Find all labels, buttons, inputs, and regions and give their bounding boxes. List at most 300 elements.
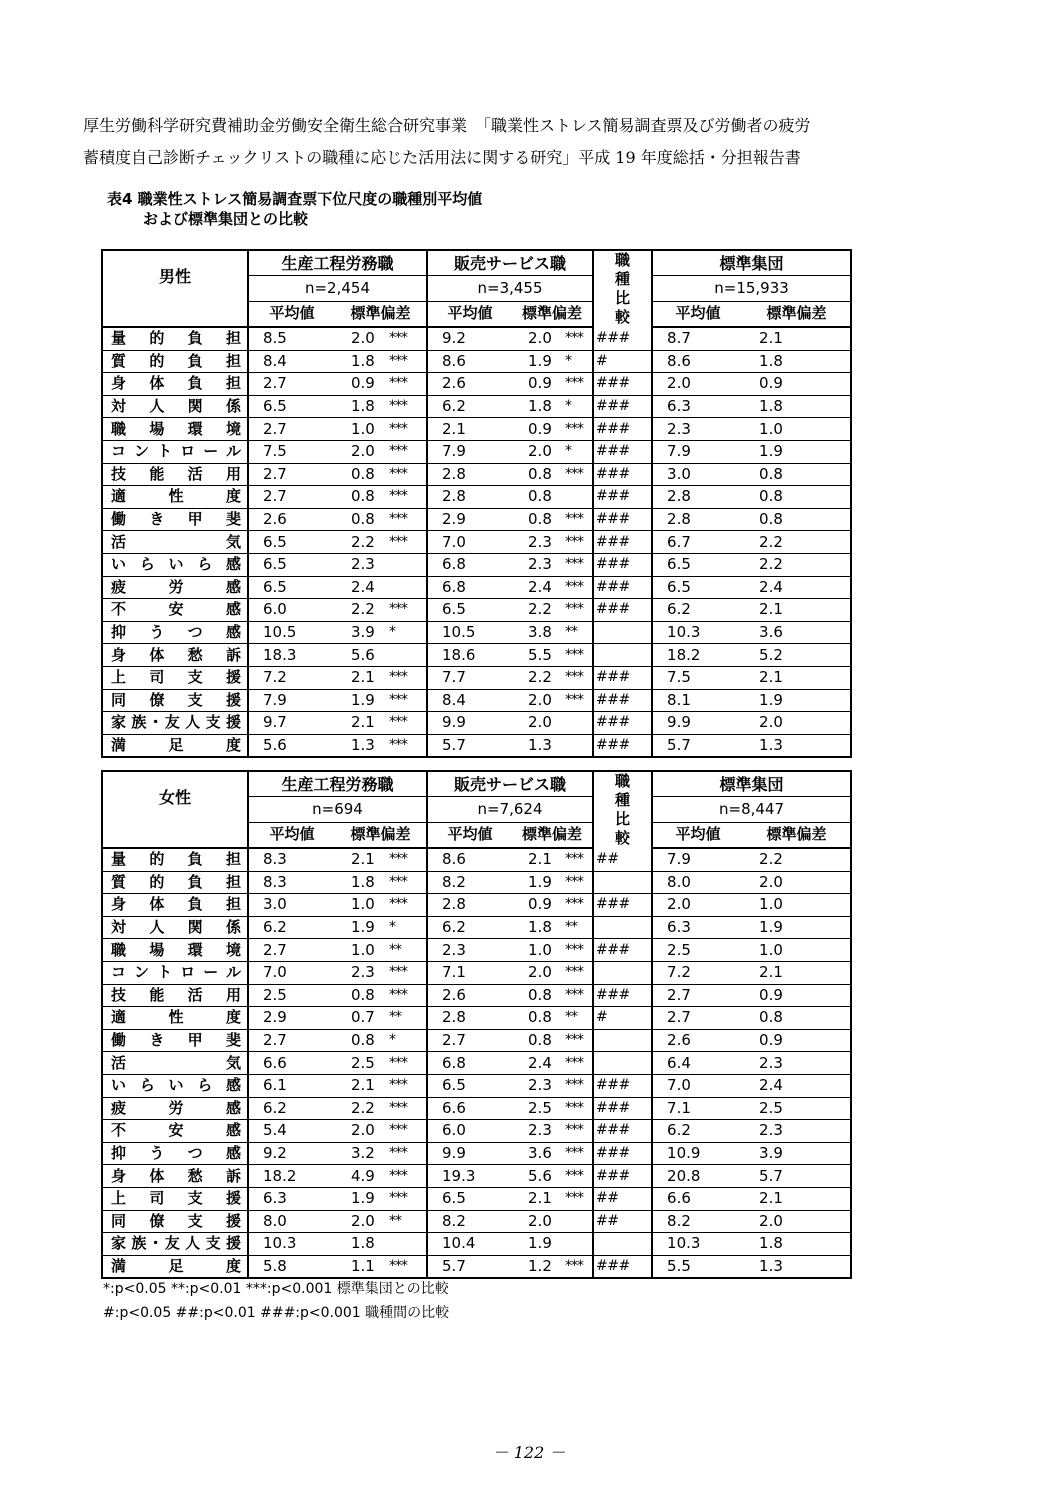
group1-sig: *** bbox=[383, 894, 427, 917]
table-row bbox=[102, 531, 851, 554]
row-label: 不安感 bbox=[102, 1120, 248, 1143]
standard-mean: 6.3 bbox=[652, 916, 743, 939]
compare-header: 職種比較 bbox=[593, 771, 652, 848]
group2-sd: 2.0 bbox=[512, 440, 559, 463]
group1-sd: 1.8 bbox=[335, 1233, 383, 1256]
group1-sig: *** bbox=[383, 531, 427, 554]
standard-sd: 0.9 bbox=[743, 984, 851, 1007]
group2-mean: 6.8 bbox=[427, 576, 512, 599]
table-row bbox=[102, 734, 851, 757]
group2-sig: *** bbox=[559, 463, 593, 486]
compare-sig bbox=[593, 644, 652, 667]
group2-sig: *** bbox=[559, 418, 593, 441]
row-label: 量的負担 bbox=[102, 848, 248, 871]
group1-sd: 1.9 bbox=[335, 689, 383, 712]
group1-mean: 2.7 bbox=[248, 939, 335, 962]
standard-sd: 2.2 bbox=[743, 553, 851, 576]
group2-mean: 2.9 bbox=[427, 508, 512, 531]
group1-sig: * bbox=[383, 1029, 427, 1052]
sex-label: 女性 bbox=[102, 771, 248, 822]
group1-header: 生産工程労務職 bbox=[248, 771, 427, 797]
standard-n: n=15,933 bbox=[652, 276, 851, 301]
group2-sd: 1.0 bbox=[512, 939, 559, 962]
group1-mean: 6.2 bbox=[248, 916, 335, 939]
group2-mean: 8.6 bbox=[427, 350, 512, 373]
group1-sd: 2.1 bbox=[335, 712, 383, 735]
row-label: 働き甲斐 bbox=[102, 1029, 248, 1052]
standard-sd: 2.2 bbox=[743, 531, 851, 554]
standard-sd: 3.9 bbox=[743, 1142, 851, 1165]
group1-mean: 2.9 bbox=[248, 1007, 335, 1030]
group2-sig: *** bbox=[559, 939, 593, 962]
group1-sd: 1.0 bbox=[335, 894, 383, 917]
standard-mean: 2.8 bbox=[652, 508, 743, 531]
group2-header: 販売サービス職 bbox=[427, 250, 593, 276]
group2-sd: 0.8 bbox=[512, 486, 559, 509]
standard-sd: 2.0 bbox=[743, 1210, 851, 1233]
table-row bbox=[102, 373, 851, 396]
group2-mean: 2.6 bbox=[427, 984, 512, 1007]
table-row bbox=[102, 621, 851, 644]
group1-sd: 1.8 bbox=[335, 350, 383, 373]
group1-sd: 1.9 bbox=[335, 1187, 383, 1210]
group1-mean: 8.5 bbox=[248, 327, 335, 350]
standard-mean: 6.7 bbox=[652, 531, 743, 554]
group1-mean: 5.8 bbox=[248, 1255, 335, 1278]
group2-mean: 6.2 bbox=[427, 395, 512, 418]
standard-sd: 1.9 bbox=[743, 916, 851, 939]
standard-mean: 7.0 bbox=[652, 1074, 743, 1097]
group2-sig: *** bbox=[559, 1097, 593, 1120]
table-row bbox=[102, 644, 851, 667]
group1-sd: 2.0 bbox=[335, 440, 383, 463]
female-table-body bbox=[102, 848, 851, 1278]
standard-sd: 1.3 bbox=[743, 734, 851, 757]
group1-sd: 2.3 bbox=[335, 553, 383, 576]
group2-mean: 10.4 bbox=[427, 1233, 512, 1256]
compare-sig: ### bbox=[593, 486, 652, 509]
group1-sig: *** bbox=[383, 961, 427, 984]
group1-mean: 18.3 bbox=[248, 644, 335, 667]
row-label: 活気 bbox=[102, 531, 248, 554]
row-label: コントロール bbox=[102, 961, 248, 984]
compare-sig: # bbox=[593, 350, 652, 373]
group1-sig: *** bbox=[383, 1097, 427, 1120]
group1-sig: *** bbox=[383, 1255, 427, 1278]
group1-sig: *** bbox=[383, 984, 427, 1007]
standard-mean: 18.2 bbox=[652, 644, 743, 667]
group2-sd: 2.1 bbox=[512, 1187, 559, 1210]
group1-mean: 6.1 bbox=[248, 1074, 335, 1097]
row-label: 対人関係 bbox=[102, 395, 248, 418]
group1-sd: 0.8 bbox=[335, 508, 383, 531]
table-row bbox=[102, 1255, 851, 1278]
group2-sig: *** bbox=[559, 1029, 593, 1052]
group1-mean: 2.7 bbox=[248, 418, 335, 441]
standard-sd: 2.1 bbox=[743, 1187, 851, 1210]
standard-sd: 0.9 bbox=[743, 1029, 851, 1052]
group1-mean: 6.3 bbox=[248, 1187, 335, 1210]
group1-sig: *** bbox=[383, 508, 427, 531]
group2-mean: 6.0 bbox=[427, 1120, 512, 1143]
group1-mean-header: 平均値 bbox=[248, 822, 335, 848]
group2-mean: 6.5 bbox=[427, 1074, 512, 1097]
standard-sd: 1.8 bbox=[743, 395, 851, 418]
group2-sd: 1.9 bbox=[512, 1233, 559, 1256]
standard-sd: 0.9 bbox=[743, 373, 851, 396]
row-label: 不安感 bbox=[102, 599, 248, 622]
group1-sd: 0.8 bbox=[335, 1029, 383, 1052]
standard-mean: 5.7 bbox=[652, 734, 743, 757]
group2-mean: 7.1 bbox=[427, 961, 512, 984]
standard-sd: 0.8 bbox=[743, 1007, 851, 1030]
group1-sd: 1.8 bbox=[335, 395, 383, 418]
standard-mean: 20.8 bbox=[652, 1165, 743, 1188]
group1-header: 生産工程労務職 bbox=[248, 250, 427, 276]
row-label: 量的負担 bbox=[102, 327, 248, 350]
row-label: 同僚支援 bbox=[102, 689, 248, 712]
standard-mean: 8.2 bbox=[652, 1210, 743, 1233]
group1-mean: 10.3 bbox=[248, 1233, 335, 1256]
group2-mean-header: 平均値 bbox=[427, 301, 512, 327]
group1-sd: 0.8 bbox=[335, 463, 383, 486]
compare-sig: ## bbox=[593, 1187, 652, 1210]
compare-sig: ## bbox=[593, 848, 652, 871]
standard-sd: 2.1 bbox=[743, 327, 851, 350]
table-row bbox=[102, 576, 851, 599]
standard-sd: 1.0 bbox=[743, 894, 851, 917]
compare-sig: ### bbox=[593, 395, 652, 418]
group1-sd: 2.3 bbox=[335, 961, 383, 984]
table-row bbox=[102, 1074, 851, 1097]
group2-sig bbox=[559, 712, 593, 735]
group2-sd: 1.8 bbox=[512, 395, 559, 418]
standard-sd: 2.2 bbox=[743, 848, 851, 871]
group2-sig: *** bbox=[559, 984, 593, 1007]
group2-sig: ** bbox=[559, 621, 593, 644]
standard-sd: 2.0 bbox=[743, 712, 851, 735]
group2-sd: 2.0 bbox=[512, 712, 559, 735]
standard-mean: 7.1 bbox=[652, 1097, 743, 1120]
header-blank bbox=[102, 301, 248, 327]
group1-sd: 4.9 bbox=[335, 1165, 383, 1188]
compare-sig: ### bbox=[593, 712, 652, 735]
male-table-body bbox=[102, 327, 851, 757]
group2-sd: 2.3 bbox=[512, 553, 559, 576]
group2-mean: 6.8 bbox=[427, 1052, 512, 1075]
group2-sd-header: 標準偏差 bbox=[512, 822, 593, 848]
group2-sd: 5.5 bbox=[512, 644, 559, 667]
group2-mean: 10.5 bbox=[427, 621, 512, 644]
table-row bbox=[102, 599, 851, 622]
group1-sd: 3.9 bbox=[335, 621, 383, 644]
standard-mean: 8.7 bbox=[652, 327, 743, 350]
group1-mean: 7.5 bbox=[248, 440, 335, 463]
standard-mean: 8.6 bbox=[652, 350, 743, 373]
group1-sd: 2.4 bbox=[335, 576, 383, 599]
standard-sd: 2.3 bbox=[743, 1120, 851, 1143]
group1-sd: 1.0 bbox=[335, 939, 383, 962]
group1-sig: *** bbox=[383, 1052, 427, 1075]
group2-mean: 7.9 bbox=[427, 440, 512, 463]
table-row bbox=[102, 894, 851, 917]
group2-sd: 2.1 bbox=[512, 848, 559, 871]
group1-sig: *** bbox=[383, 1074, 427, 1097]
group2-mean: 6.5 bbox=[427, 1187, 512, 1210]
group2-sd: 1.2 bbox=[512, 1255, 559, 1278]
compare-sig: ### bbox=[593, 327, 652, 350]
group2-mean: 9.9 bbox=[427, 712, 512, 735]
table-row bbox=[102, 1165, 851, 1188]
table-row bbox=[102, 1142, 851, 1165]
group2-sd: 5.6 bbox=[512, 1165, 559, 1188]
group2-sig: *** bbox=[559, 531, 593, 554]
table-row bbox=[102, 1029, 851, 1052]
report-header-line-2: 蓄積度自己診断チェックリストの職種に応じた活用法に関する研究」平成 19 年度総括・分担報告書 bbox=[83, 148, 801, 167]
compare-sig: ### bbox=[593, 734, 652, 757]
standard-sd: 2.4 bbox=[743, 1074, 851, 1097]
compare-sig: ### bbox=[593, 553, 652, 576]
group1-sd: 2.2 bbox=[335, 1097, 383, 1120]
group1-sig: *** bbox=[383, 712, 427, 735]
row-label: 上司支援 bbox=[102, 1187, 248, 1210]
compare-sig bbox=[593, 621, 652, 644]
standard-mean: 6.5 bbox=[652, 576, 743, 599]
group2-sd: 2.3 bbox=[512, 1074, 559, 1097]
standard-mean: 2.5 bbox=[652, 939, 743, 962]
group2-sd: 0.8 bbox=[512, 984, 559, 1007]
group2-sig: *** bbox=[559, 327, 593, 350]
group1-mean: 9.2 bbox=[248, 1142, 335, 1165]
group1-sd: 0.8 bbox=[335, 984, 383, 1007]
row-label: 家族･友人支援 bbox=[102, 712, 248, 735]
group1-sd: 1.1 bbox=[335, 1255, 383, 1278]
group2-sd: 0.9 bbox=[512, 894, 559, 917]
standard-sd: 2.3 bbox=[743, 1052, 851, 1075]
group2-sd: 2.3 bbox=[512, 1120, 559, 1143]
compare-sig: ### bbox=[593, 1120, 652, 1143]
table-row bbox=[102, 1233, 851, 1256]
group2-n: n=7,624 bbox=[427, 797, 593, 822]
group1-n: n=2,454 bbox=[248, 276, 427, 301]
row-label: 身体負担 bbox=[102, 373, 248, 396]
standard-sd: 0.8 bbox=[743, 463, 851, 486]
male-stress-table bbox=[101, 249, 852, 758]
compare-sig bbox=[593, 1052, 652, 1075]
standard-sd: 5.7 bbox=[743, 1165, 851, 1188]
standard-sd: 0.8 bbox=[743, 508, 851, 531]
group1-mean: 6.5 bbox=[248, 553, 335, 576]
group2-sig: *** bbox=[559, 961, 593, 984]
group2-sig: *** bbox=[559, 599, 593, 622]
group2-sd: 3.8 bbox=[512, 621, 559, 644]
standard-mean: 10.3 bbox=[652, 621, 743, 644]
standard-header: 標準集団 bbox=[652, 250, 851, 276]
compare-sig: ### bbox=[593, 373, 652, 396]
group1-mean: 2.7 bbox=[248, 1029, 335, 1052]
group2-sig: *** bbox=[559, 373, 593, 396]
row-label: 職場環境 bbox=[102, 939, 248, 962]
group1-n: n=694 bbox=[248, 797, 427, 822]
group2-sig: *** bbox=[559, 848, 593, 871]
standard-mean: 6.4 bbox=[652, 1052, 743, 1075]
group1-sd: 1.8 bbox=[335, 871, 383, 894]
group1-sig: *** bbox=[383, 666, 427, 689]
standard-mean: 10.3 bbox=[652, 1233, 743, 1256]
group2-sig bbox=[559, 1210, 593, 1233]
group2-mean: 18.6 bbox=[427, 644, 512, 667]
standard-sd: 2.1 bbox=[743, 599, 851, 622]
group2-sig: *** bbox=[559, 553, 593, 576]
compare-sig: ### bbox=[593, 440, 652, 463]
standard-mean: 8.0 bbox=[652, 871, 743, 894]
group1-mean: 2.5 bbox=[248, 984, 335, 1007]
row-label: いらいら感 bbox=[102, 553, 248, 576]
table-row bbox=[102, 961, 851, 984]
group1-mean: 6.5 bbox=[248, 576, 335, 599]
standard-mean: 2.0 bbox=[652, 373, 743, 396]
group2-mean: 2.8 bbox=[427, 486, 512, 509]
group2-header: 販売サービス職 bbox=[427, 771, 593, 797]
group1-mean: 18.2 bbox=[248, 1165, 335, 1188]
group2-sig: *** bbox=[559, 894, 593, 917]
group1-sig: *** bbox=[383, 689, 427, 712]
group1-mean: 6.2 bbox=[248, 1097, 335, 1120]
row-label: 家族･友人支援 bbox=[102, 1233, 248, 1256]
group2-sig: *** bbox=[559, 666, 593, 689]
table-row bbox=[102, 440, 851, 463]
group1-sig: *** bbox=[383, 463, 427, 486]
compare-sig: ## bbox=[593, 1210, 652, 1233]
standard-sd: 2.1 bbox=[743, 666, 851, 689]
group1-mean: 8.4 bbox=[248, 350, 335, 373]
group1-sig: *** bbox=[383, 418, 427, 441]
table-row bbox=[102, 1210, 851, 1233]
row-label: 満足度 bbox=[102, 734, 248, 757]
group2-sd: 2.4 bbox=[512, 576, 559, 599]
table-row bbox=[102, 1052, 851, 1075]
group1-mean: 8.0 bbox=[248, 1210, 335, 1233]
compare-sig: ### bbox=[593, 508, 652, 531]
row-label: 対人関係 bbox=[102, 916, 248, 939]
row-label: 疲労感 bbox=[102, 1097, 248, 1120]
group2-sig: *** bbox=[559, 508, 593, 531]
compare-sig: ### bbox=[593, 666, 652, 689]
group2-n: n=3,455 bbox=[427, 276, 593, 301]
group2-sd: 0.9 bbox=[512, 373, 559, 396]
group1-mean: 6.5 bbox=[248, 531, 335, 554]
group1-sig: *** bbox=[383, 327, 427, 350]
standard-sd: 1.9 bbox=[743, 689, 851, 712]
standard-mean: 6.2 bbox=[652, 1120, 743, 1143]
compare-sig: # bbox=[593, 1007, 652, 1030]
standard-sd: 2.4 bbox=[743, 576, 851, 599]
table-row bbox=[102, 1187, 851, 1210]
page-number: － 122 － bbox=[492, 1443, 566, 1462]
significance-note-occupation: #:p<0.05 ##:p<0.01 ###:p<0.001 職種間の比較 bbox=[103, 1305, 450, 1321]
group2-sig: *** bbox=[559, 1255, 593, 1278]
group2-sig: *** bbox=[559, 1074, 593, 1097]
standard-mean: 7.2 bbox=[652, 961, 743, 984]
standard-mean: 6.5 bbox=[652, 553, 743, 576]
group2-sig: *** bbox=[559, 576, 593, 599]
group2-mean: 5.7 bbox=[427, 1255, 512, 1278]
group1-mean: 10.5 bbox=[248, 621, 335, 644]
group2-sd: 2.5 bbox=[512, 1097, 559, 1120]
group1-sd: 5.6 bbox=[335, 644, 383, 667]
group2-mean-header: 平均値 bbox=[427, 822, 512, 848]
standard-mean-header: 平均値 bbox=[652, 301, 743, 327]
standard-sd: 3.6 bbox=[743, 621, 851, 644]
group2-sig: *** bbox=[559, 1142, 593, 1165]
table-row bbox=[102, 1097, 851, 1120]
row-label: 上司支援 bbox=[102, 666, 248, 689]
row-label: 適性度 bbox=[102, 486, 248, 509]
group1-mean: 7.2 bbox=[248, 666, 335, 689]
group1-sd: 1.0 bbox=[335, 418, 383, 441]
standard-mean: 7.5 bbox=[652, 666, 743, 689]
table-row bbox=[102, 486, 851, 509]
compare-sig: ### bbox=[593, 1097, 652, 1120]
group1-sig bbox=[383, 1233, 427, 1256]
row-label: 抑うつ感 bbox=[102, 1142, 248, 1165]
group1-sig: * bbox=[383, 916, 427, 939]
standard-mean: 10.9 bbox=[652, 1142, 743, 1165]
standard-mean: 2.6 bbox=[652, 1029, 743, 1052]
group2-sig: *** bbox=[559, 1187, 593, 1210]
group1-mean: 2.7 bbox=[248, 463, 335, 486]
table-title-line-1: 表4 職業性ストレス簡易調査票下位尺度の職種別平均値 bbox=[107, 190, 483, 208]
group1-sig: *** bbox=[383, 1187, 427, 1210]
group1-sig: ** bbox=[383, 939, 427, 962]
group2-sig: ** bbox=[559, 1007, 593, 1030]
group2-mean: 5.7 bbox=[427, 734, 512, 757]
compare-sig: ### bbox=[593, 576, 652, 599]
compare-sig: ### bbox=[593, 984, 652, 1007]
standard-sd-header: 標準偏差 bbox=[743, 822, 851, 848]
group1-mean: 6.5 bbox=[248, 395, 335, 418]
group2-sd: 2.2 bbox=[512, 599, 559, 622]
report-header-line-1: 厚生労働科学研究費補助金労働安全衛生総合研究事業 「職業性ストレス簡易調査票及び労働者の疲労 bbox=[83, 116, 811, 135]
table-row bbox=[102, 1007, 851, 1030]
group2-sig: *** bbox=[559, 644, 593, 667]
group2-sig: *** bbox=[559, 1165, 593, 1188]
group2-sd: 0.8 bbox=[512, 1029, 559, 1052]
compare-sig: ### bbox=[593, 1165, 652, 1188]
group2-mean: 2.7 bbox=[427, 1029, 512, 1052]
compare-sig: ### bbox=[593, 689, 652, 712]
group2-mean: 9.2 bbox=[427, 327, 512, 350]
group2-sig: ** bbox=[559, 916, 593, 939]
group1-mean: 5.6 bbox=[248, 734, 335, 757]
group2-sd: 1.8 bbox=[512, 916, 559, 939]
group2-sd: 2.0 bbox=[512, 1210, 559, 1233]
compare-sig bbox=[593, 916, 652, 939]
group1-sig: *** bbox=[383, 373, 427, 396]
group1-sig: *** bbox=[383, 395, 427, 418]
group1-sd: 2.2 bbox=[335, 531, 383, 554]
group1-sd: 2.0 bbox=[335, 1120, 383, 1143]
group2-mean: 2.1 bbox=[427, 418, 512, 441]
group2-sig: *** bbox=[559, 1052, 593, 1075]
row-label: 質的負担 bbox=[102, 871, 248, 894]
group1-sd: 3.2 bbox=[335, 1142, 383, 1165]
group2-sd: 3.6 bbox=[512, 1142, 559, 1165]
group1-mean-header: 平均値 bbox=[248, 301, 335, 327]
group1-mean: 6.0 bbox=[248, 599, 335, 622]
standard-mean: 6.2 bbox=[652, 599, 743, 622]
compare-sig bbox=[593, 961, 652, 984]
